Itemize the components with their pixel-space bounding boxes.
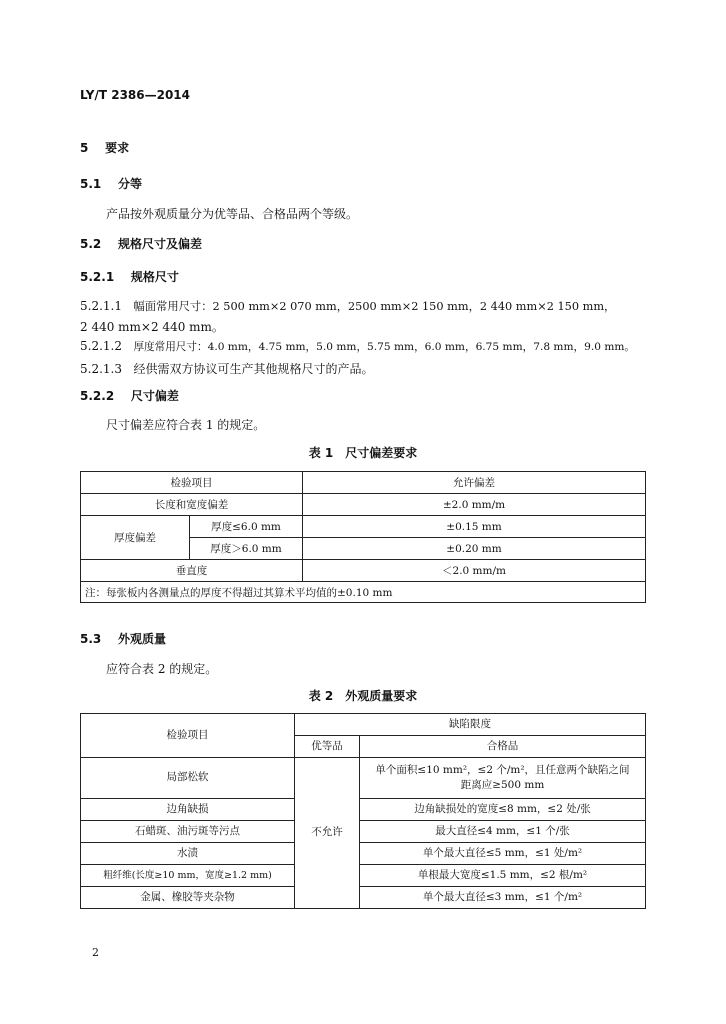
cell-item: 水渍 (81, 843, 295, 865)
section-number: 5.3 (80, 632, 102, 646)
section-5-2-1-heading (80, 268, 179, 285)
table-row (81, 843, 646, 865)
table-row (81, 865, 646, 887)
section-title: 分等 (117, 177, 142, 191)
cell-qualified: 单个面积≤10 mm²，≤2 个/m²，且任意两个缺陷之间距离应≥500 mm (360, 758, 646, 799)
clause-5-2-1-1-cont: 2 440 mm×2 440 mm。 (80, 320, 224, 334)
table-row (81, 494, 646, 516)
clause-text: 幅面常用尺寸：2 500 mm×2 070 mm，2500 mm×2 150 mm，2 440 mm×2 150 mm， (133, 300, 616, 313)
cell-value: ±2.0 mm/m (303, 494, 646, 516)
section-5-3-text: 应符合表 2 的规定。 (106, 662, 218, 676)
section-number: 5.1 (80, 177, 102, 191)
table-row (81, 887, 646, 909)
cell-qualified: 边角缺损处的宽度≤8 mm，≤2 处/张 (360, 799, 646, 821)
table-1-caption: 表 1 尺寸偏差要求 (308, 446, 418, 460)
section-title: 外观质量 (117, 632, 166, 646)
section-5-1-text: 产品按外观质量分为优等品、合格品两个等级。 (106, 207, 359, 221)
section-number: 5.2 (80, 237, 102, 251)
header-cell: 检验项目 (81, 472, 303, 494)
clause-number: 5.2.1.1 (80, 299, 122, 313)
table-note: 注：每张板内各测量点的厚度不得超过其算术平均值的±0.10 mm (81, 582, 646, 603)
table-header-row (81, 714, 646, 736)
clause-text: 经供需双方协议可生产其他规格尺寸的产品。 (133, 362, 374, 376)
header-cell: 允许偏差 (303, 472, 646, 494)
cell-condition: 厚度＞6.0 mm (190, 538, 303, 560)
table-row (81, 821, 646, 843)
section-5-2-2-text: 尺寸偏差应符合表 1 的规定。 (106, 418, 266, 432)
cell-item: 粗纤维(长度≥10 mm，宽度≥1.2 mm) (81, 865, 295, 887)
cell-value: ±0.15 mm (303, 516, 646, 538)
cell-condition: 厚度≤6.0 mm (190, 516, 303, 538)
table-row (81, 516, 646, 538)
cell-item: 金属、橡胶等夹杂物 (81, 887, 295, 909)
section-5-1-heading (80, 175, 142, 192)
header-cell: 合格品 (360, 736, 646, 758)
standard-code: LY/T 2386—2014 (80, 88, 191, 102)
cell-item: 局部松软 (81, 758, 295, 799)
section-5-2-2-heading (80, 387, 179, 404)
section-5-2-heading (80, 235, 202, 252)
table-1-dimension-deviation (80, 471, 646, 603)
cell-qualified: 最大直径≤4 mm，≤1 个/张 (360, 821, 646, 843)
table-2-caption: 表 2 外观质量要求 (308, 689, 418, 703)
table-row (81, 560, 646, 582)
clause-text: 厚度常用尺寸：4.0 mm，4.75 mm，5.0 mm，5.75 mm，6.0 mm，6.75 mm，7.8 mm，9.0 mm。 (133, 341, 636, 353)
cell-value: ＜2.0 mm/m (303, 560, 646, 582)
section-number: 5 (80, 141, 89, 155)
cell-item: 石蜡斑、油污斑等污点 (81, 821, 295, 843)
table-row (81, 758, 646, 799)
cell-qualified: 单个最大直径≤5 mm，≤1 处/m² (360, 843, 646, 865)
table-row (81, 799, 646, 821)
cell-value: ±0.20 mm (303, 538, 646, 560)
table-2-appearance-quality (80, 713, 646, 909)
cell-item: 边角缺损 (81, 799, 295, 821)
section-number: 5.2.1 (80, 270, 115, 284)
header-cell: 缺陷限度 (295, 714, 646, 736)
cell-item: 长度和宽度偏差 (81, 494, 303, 516)
section-title: 规格尺寸及偏差 (117, 237, 202, 251)
clause-5-2-1-3 (80, 360, 373, 377)
page-number: 2 (92, 946, 99, 959)
clause-number: 5.2.1.2 (80, 339, 122, 353)
section-title: 规格尺寸 (130, 270, 179, 284)
cell-superior: 不允许 (295, 758, 360, 909)
table-note-row (81, 582, 646, 603)
section-title: 尺寸偏差 (130, 389, 179, 403)
table-header-row (81, 472, 646, 494)
section-number: 5.2.2 (80, 389, 115, 403)
section-5-3-heading (80, 630, 166, 647)
section-title: 要求 (105, 141, 130, 155)
cell-group: 厚度偏差 (81, 516, 190, 560)
clause-5-2-1-2 (80, 339, 635, 354)
clause-5-2-1-1 (80, 298, 615, 314)
cell-item: 垂直度 (81, 560, 303, 582)
header-cell: 检验项目 (81, 714, 295, 758)
clause-number: 5.2.1.3 (80, 362, 122, 376)
cell-qualified: 单个最大直径≤3 mm，≤1 个/m² (360, 887, 646, 909)
section-5-heading (80, 139, 129, 156)
header-cell: 优等品 (295, 736, 360, 758)
cell-qualified: 单根最大宽度≤1.5 mm，≤2 根/m² (360, 865, 646, 887)
